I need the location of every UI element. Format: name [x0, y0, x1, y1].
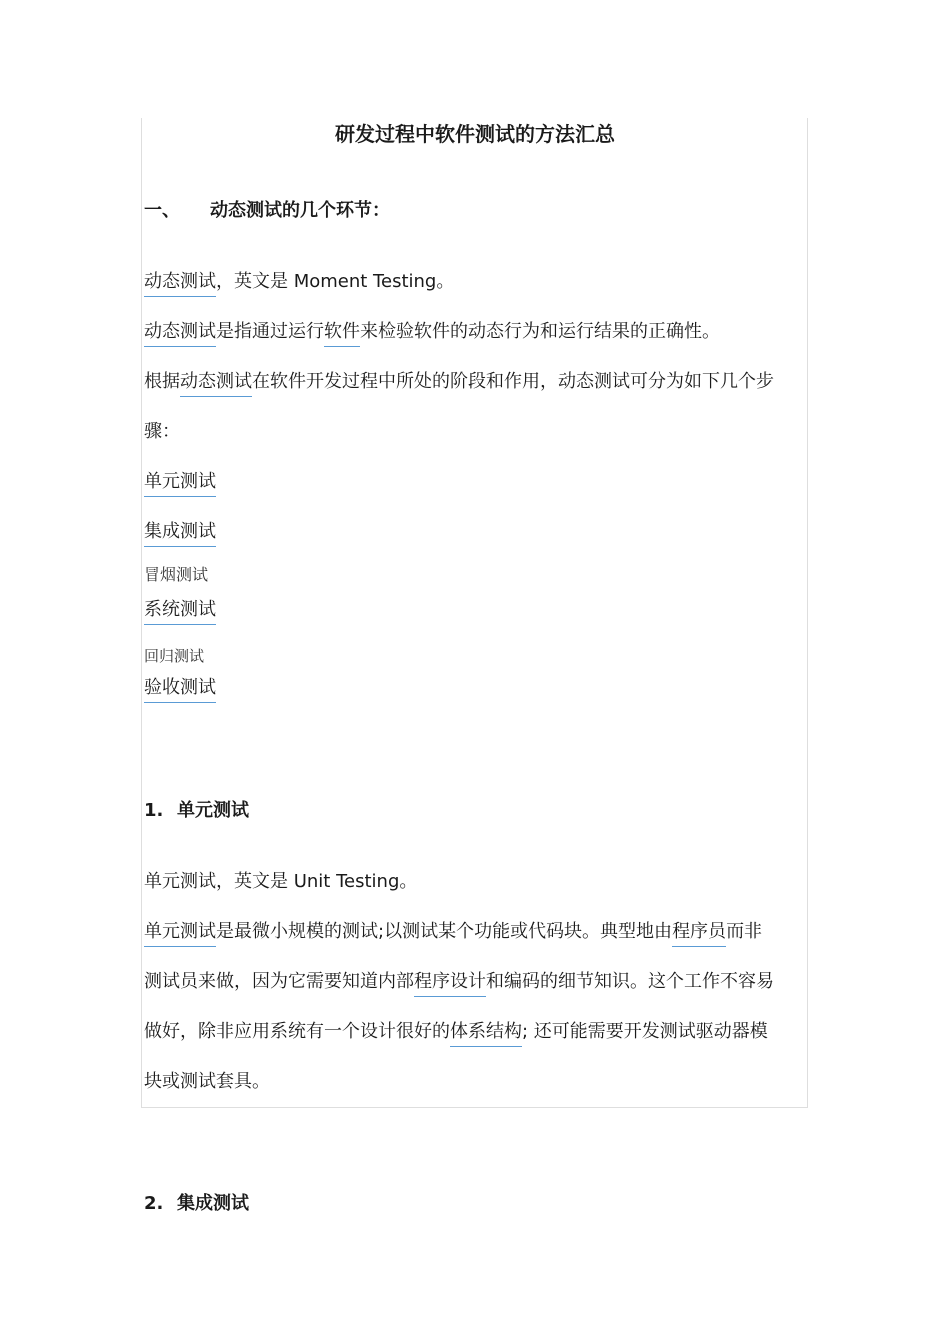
text: 在软件开发过程中所处的阶段和作用，动态测试可分为如下几个步: [252, 371, 774, 392]
section-heading-unit-testing: [144, 796, 249, 822]
step-item: 冒烟测试: [144, 565, 209, 584]
link-programmer[interactable]: 程序员: [672, 917, 726, 943]
paragraph-unit-intro: 单元测试，英文是 Unit Testing。: [144, 871, 418, 892]
step-item: [144, 467, 216, 493]
paragraph-unit-line4: 块或测试套具。: [144, 1071, 270, 1092]
step-item: 回归测试: [144, 647, 205, 665]
link-acceptance-testing[interactable]: 验收测试: [144, 673, 216, 699]
step-item: [144, 595, 216, 621]
text: 和编码的细节知识。这个工作不容易: [486, 971, 774, 992]
text: 做好，除非应用系统有一个设计很好的: [144, 1021, 450, 1042]
section-number: 一、: [144, 200, 180, 221]
paragraph-unit-line2: [144, 967, 774, 993]
section-number: 2.: [144, 1193, 164, 1214]
link-software[interactable]: 软件: [324, 317, 360, 343]
section-heading-text: 集成测试: [177, 1193, 249, 1214]
step-item: [144, 673, 216, 699]
paragraph-definition: [144, 317, 720, 343]
section-heading-text: 单元测试: [177, 800, 249, 821]
text: 是最微小规模的测试;以测试某个功能或代码块。典型地由: [216, 921, 673, 942]
paragraph-unit-line3: [144, 1017, 768, 1043]
link-unit-testing[interactable]: 单元测试: [144, 917, 216, 943]
text: ，英文是 Moment Testing。: [216, 271, 455, 292]
paragraph-intro: [144, 267, 454, 293]
link-dynamic-testing[interactable]: 动态测试: [144, 267, 216, 293]
text: 是指通过运行: [216, 321, 324, 342]
text: ; 还可能需要开发测试驱动器模: [522, 1021, 768, 1042]
text: 测试员来做，因为它需要知道内部: [144, 971, 414, 992]
link-system-testing[interactable]: 系统测试: [144, 595, 216, 621]
text: 根据: [144, 371, 180, 392]
link-program-design[interactable]: 程序设计: [414, 967, 486, 993]
paragraph-basis: [144, 367, 774, 393]
link-dynamic-testing[interactable]: 动态测试: [144, 317, 216, 343]
section-heading-integration-testing: [144, 1189, 249, 1215]
paragraph-basis-cont: 骤：: [144, 421, 180, 442]
link-dynamic-testing[interactable]: 动态测试: [180, 367, 252, 393]
text: 来检验软件的动态行为和运行结果的正确性。: [360, 321, 720, 342]
document-title: 研发过程中软件测试的方法汇总: [335, 122, 615, 146]
section-number: 1.: [144, 800, 164, 821]
text: 而非: [726, 921, 763, 942]
link-integration-testing[interactable]: 集成测试: [144, 517, 216, 543]
step-item: [144, 517, 216, 543]
section-heading-dynamic-testing: [144, 196, 390, 222]
link-architecture[interactable]: 体系结构: [450, 1017, 522, 1043]
section-heading-text: 动态测试的几个环节：: [210, 200, 390, 221]
paragraph-unit-line1: [144, 917, 762, 943]
link-unit-testing[interactable]: 单元测试: [144, 467, 216, 493]
